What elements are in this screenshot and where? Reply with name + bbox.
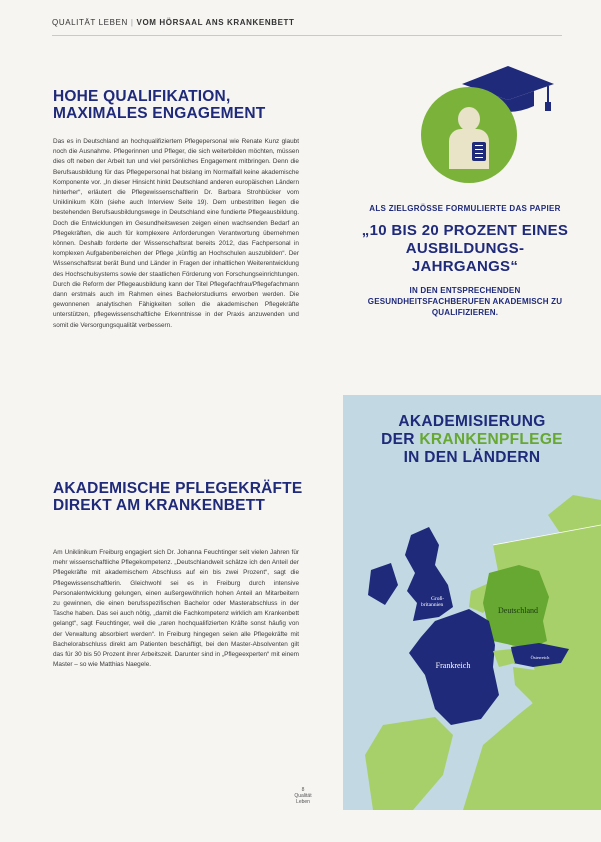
map-label-france: Frankreich <box>435 661 471 670</box>
map-label-austria: Österreich <box>530 655 550 660</box>
map-label-uk: Groß-britannien <box>421 596 445 608</box>
map-title-line3: IN DEN LÄNDERN <box>403 449 541 466</box>
nurse-illustration <box>421 87 517 183</box>
quote-lead: ALS ZIELGRÖSSE FORMULIERTE DAS PAPIER <box>369 204 561 213</box>
nurse-figure-icon <box>458 107 480 131</box>
map-label-germany: Deutschland <box>498 606 538 615</box>
map-title-line2 <box>343 431 601 449</box>
heading-qualification: HOHE QUALIFIKATION, MAXIMALES ENGAGEMENT <box>53 88 266 122</box>
paragraph-freiburg: Am Uniklinikum Freiburg engagiert sich Dr. Johanna Feuchtinger seit vielen Jahren für mehr wissenschaftliche Pflegekompetenz. „Deutschlandweit schätze ich den Anteil der Pflegekräfte mit akademischem Abschluss auf ein bis zwei Prozent“, sagt die Pflegewissenschaftlerin. Gleichwohl sei es in Freiburg durch intensive Personalentwicklung gelungen, einen außergewöhnlich hohen Anteil an Mitarbeitern zu gewinnen, die einen berufsspezifischen Bachelor oder Masterabschluss in der Tasche haben. Das sei auch nötig, „damit die Fachkompetenz wirklich am Krankenbett gelangt“, sagt Feuchtinger, weil die „raren hochqualifizierten Kräfte sonst häufig von der Verwaltung absorbiert werden“. In Freiburg hingegen seien alle Pflegekräfte mit Bachelorabschluss direkt am Patienten beschäftigt, bei den Master-Absolventen gilt das für 30 bis 50 Prozent ihrer Arbeitszeit. Darunter sind in „Pflegeexperten“ mit einem Master – so wie Matthias Naegele. <box>53 549 299 669</box>
map-title <box>343 413 601 467</box>
page-number: 8 <box>301 787 305 793</box>
map-title-prefix: DER <box>381 431 420 448</box>
paragraph-qualification: Das es in Deutschland an hochqualifiziertem Pflegepersonal wie Renate Kunz glaubt noch die Ausnahme. Pflegerinnen und Pfleger, die sich weiterbilden möchten, müssen dies oft neben der Arbeit tun und viel persönliches Engagement mitbringen. Denn die Berufsausbildung für das Pflegepersonal hat bislang im Normalfall keine akademische Komponente vor. „In dieser Hinsicht hinkt Deutschland anderen europäischen Ländern hinterher“, erläutert die Pflegewissenschaftlerin Dr. Barbara Strohbücker vom Uniklinikum Köln (siehe auch Interview Seite 19). Dem unbestritten liegen die bestehenden Berufsausbildungswege in Deutschland eine fundierte Pflegeausbildung. Doch die Entwicklungen im Gesundheitswesen zeigen einen wachsenden Bedarf an Pflegekräften, die auch für komplexere Anforderungen Verantwortung übernehmen können. Deshalb forderte der Wissenschaftsrat bereits 2012, das Fachpersonal in komplexen Aufgabenbereichen der Pflege „künftig an Hochschulen auszubilden“. Der Wissenschaftsrat berät Bund und Länder in Fragen der inhaltlichen Weiterentwicklung des Hochschulsystems sowie der staatlichen Förderung von Forschungseinrichtungen. Durch die Reform der Pflegeausbildung kann der Titel Pflegefachfrau/Pflegefachmann dann erstmals auch im Rahmen eines Bachelorstudiums erworben werden. Die gewonnenen analytischen Fähigkeiten sollen die akademischen Pflegekräfte unterstützen, pflegewissenschaftliche Erkenntnisse in der Praxis anzuwenden und somit die Versorgungsqualität verbessern. <box>53 138 299 329</box>
header-separator: | <box>130 18 134 27</box>
section-topic: VOM HÖRSAAL ANS KRANKENBETT <box>136 18 295 27</box>
page-footer <box>288 787 318 805</box>
header-rule <box>52 35 562 36</box>
heading-nurses-bedside: AKADEMISCHE PFLEGEKRÄFTE DIREKT AM KRANKENBETT <box>53 480 303 514</box>
magazine-name: Qualität Leben <box>294 793 312 805</box>
quote-main: „10 BIS 20 PROZENT EINES AUSBILDUNGS-JAHRGANGS“ <box>361 222 569 275</box>
quote-tail: IN DEN ENTSPRECHENDEN GESUNDHEITSFACHBERUFEN AKADEMISCH ZU QUALIFIZIEREN. <box>367 286 563 317</box>
pull-quote <box>360 203 570 318</box>
clipboard-icon <box>472 142 486 161</box>
map-title-highlight: KRANKENPFLEGE <box>419 431 563 448</box>
section-header <box>52 18 295 27</box>
map-title-line1: AKADEMISIERUNG <box>398 413 546 430</box>
europe-map <box>343 395 601 810</box>
section-label: QUALITÄT LEBEN <box>52 18 128 27</box>
